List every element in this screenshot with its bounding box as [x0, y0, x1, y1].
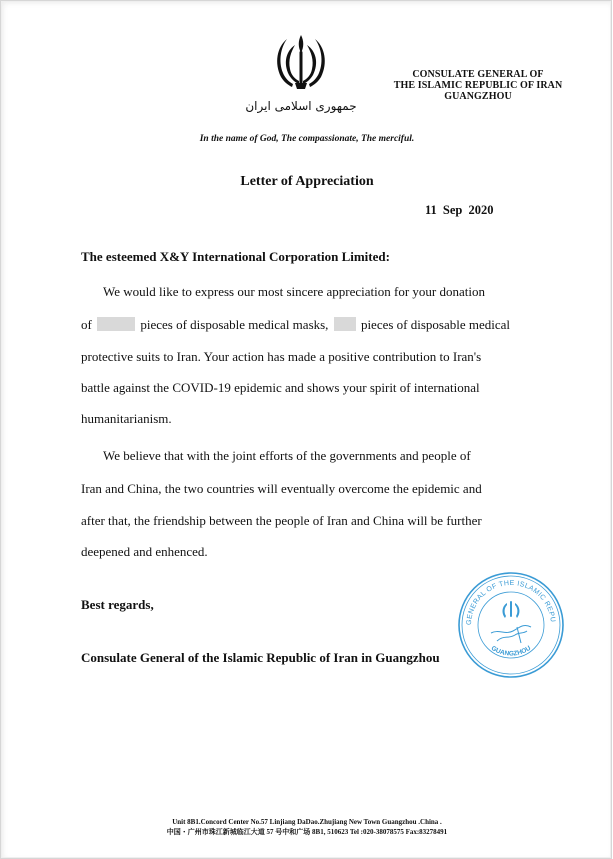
paragraph-2-line-4: deepened and enhenced. — [81, 544, 208, 559]
footer-line-2: 中国・广州市珠江新城临江大道 57 号中和广场 8B1, 510623 Tel :020-38078575 Fax:83278491 — [166, 828, 448, 836]
paragraph-1-line-5: humanitarianism. — [81, 411, 172, 426]
redacted-mask-count — [97, 317, 135, 331]
paragraph-1-line-2 — [81, 317, 510, 333]
paragraph-2-line-2: Iran and China, the two countries will eventually overcome the epidemic and — [81, 481, 482, 496]
seal-signature — [491, 626, 531, 643]
persian-caption — [245, 93, 357, 117]
consulate-header — [393, 69, 563, 102]
paragraph-1-line-2-b: pieces of disposable medical masks, — [140, 317, 329, 332]
consulate-seal — [457, 571, 565, 679]
iran-emblem-icon — [273, 31, 329, 91]
closing: Best regards, — [81, 597, 154, 612]
svg-text:CONSULATE GENERAL OF THE ISLAM — [457, 571, 556, 625]
letter-date: 11 Sep 2020 — [425, 203, 494, 217]
consulate-line-2: THE ISLAMIC REPUBLIC OF IRAN — [393, 80, 563, 91]
paragraph-1-line-3: protective suits to Iran. Your action has made a positive contribution to Iran's — [81, 349, 482, 364]
svg-text:GUANGZHOU — [490, 645, 532, 658]
redacted-suit-count — [334, 317, 356, 331]
salutation: The esteemed X&Y International Corporation Limited: — [81, 249, 390, 264]
signer: Consulate General of the Islamic Republic of Iran in Guangzhou — [81, 650, 440, 665]
paragraph-1-line-2-c: pieces of disposable medical — [360, 317, 511, 332]
paragraph-1-line-4: battle against the COVID-19 epidemic and shows your spirit of international — [81, 380, 480, 395]
consulate-line-1: CONSULATE GENERAL OF — [412, 69, 544, 80]
invocation: In the name of God, The compassionate, The merciful. — [199, 134, 415, 144]
consulate-line-3: GUANGZHOU — [444, 91, 512, 102]
seal-bottom-text: GUANGZHOU — [489, 644, 533, 658]
persian-caption-text: جمهوری اسلامی ایران — [245, 99, 357, 113]
paragraph-1-line-2-a: of — [81, 317, 92, 332]
footer-address — [1, 817, 613, 837]
paragraph-2-line-1: We believe that with the joint efforts of the governments and people of — [103, 448, 471, 463]
seal-ring-text: GENERAL OF THE ISLAMIC REPU — [465, 579, 556, 626]
letter-title: Letter of Appreciation — [240, 174, 374, 189]
paragraph-1-line-1: We would like to express our most sincere appreciation for your donation — [103, 284, 485, 299]
paragraph-2-line-3: after that, the friendship between the people of Iran and China will be further — [81, 513, 482, 528]
seal-emblem-icon — [503, 601, 520, 618]
footer-line-1: Unit 8B1.Concord Center No.57 Linjiang DaDao.Zhujiang New Town Guangzhou .China . — [172, 818, 442, 826]
